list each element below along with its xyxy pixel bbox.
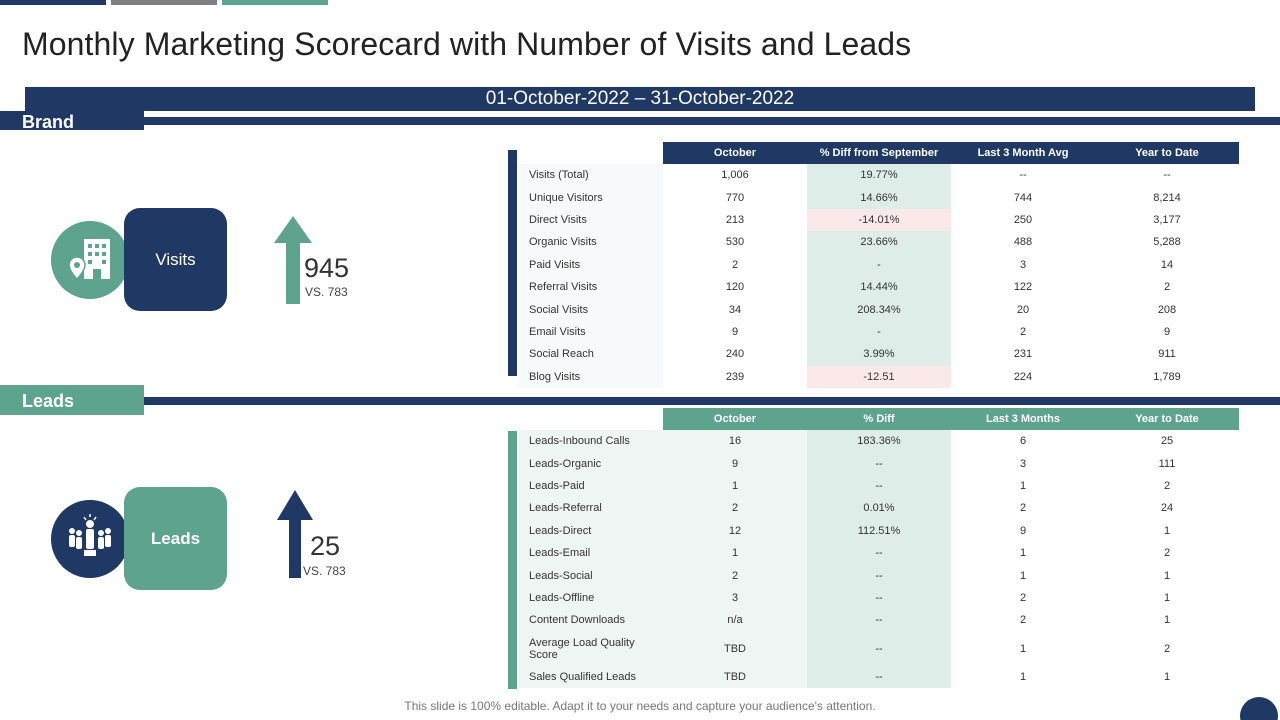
row-label: Leads-Inbound Calls: [519, 430, 663, 452]
table-cell: 224: [1013, 370, 1033, 383]
brand-icon-circle: [51, 221, 129, 299]
row-label: Sales Qualified Leads: [519, 666, 663, 688]
table-cell: 1: [1163, 569, 1171, 582]
table-row: [519, 542, 1239, 564]
brand-section-line: [144, 117, 1280, 125]
row-label: Referral Visits: [519, 276, 663, 298]
leads-icon-circle: [51, 500, 129, 578]
top-accent-bar-teal: [222, 0, 328, 5]
table-cell: 6: [1019, 435, 1027, 448]
table-cell: TBD: [663, 666, 807, 688]
row-label: Paid Visits: [519, 254, 663, 276]
table-cell: 3: [663, 587, 807, 609]
table-cell: 744: [1013, 191, 1033, 204]
table-cell: 122: [1013, 281, 1033, 294]
date-range-banner: 01-October-2022 – 31-October-2022: [25, 87, 1255, 111]
row-label: Leads-Paid: [519, 475, 663, 497]
table-cell: --: [807, 609, 951, 631]
leads-table: [519, 408, 1239, 688]
column-header: Year to Date: [1095, 408, 1239, 430]
table-cell: 14.66%: [807, 186, 951, 208]
table-cell: 1: [1019, 569, 1027, 582]
table-row: [519, 430, 1239, 452]
table-cell: 20: [1016, 303, 1030, 316]
table-cell: n/a: [663, 609, 807, 631]
row-label: Leads-Referral: [519, 497, 663, 519]
table-cell: 208: [1157, 303, 1177, 316]
table-row: [519, 520, 1239, 542]
table-cell: 16: [663, 430, 807, 452]
table-cell: 2: [663, 497, 807, 519]
table-cell: --: [807, 632, 951, 666]
table-row: [519, 475, 1239, 497]
table-cell: 770: [725, 191, 745, 204]
table-cell: 530: [725, 236, 745, 249]
table-cell: 1: [663, 475, 807, 497]
table-cell: 2: [1163, 547, 1171, 560]
table-cell: 2: [731, 258, 739, 271]
table-cell: 1,789: [1153, 370, 1181, 383]
table-cell: 5,288: [1153, 236, 1181, 249]
table-cell: 2: [1163, 479, 1171, 492]
page-title: Monthly Marketing Scorecard with Number of Visits and Leads: [22, 26, 912, 62]
table-cell: 8,214: [1153, 191, 1181, 204]
leads-section-tab: Leads: [0, 385, 144, 415]
row-label: Leads-Direct: [519, 520, 663, 542]
row-label: Direct Visits: [519, 209, 663, 231]
column-header: October: [663, 142, 807, 164]
table-cell: 23.66%: [807, 231, 951, 253]
leads-card-label: Leads: [150, 528, 201, 548]
table-cell: 14: [1160, 258, 1174, 271]
table-header-row: [519, 408, 1239, 430]
table-row: [519, 276, 1239, 298]
footer-note: This slide is 100% editable. Adapt it to your needs and capture your audience's attention.: [404, 699, 876, 713]
table-row: [519, 632, 1239, 666]
table-cell: 2: [1019, 591, 1027, 604]
row-label: Visits (Total): [519, 164, 663, 186]
column-header: [519, 142, 663, 164]
table-cell: 34: [728, 303, 742, 316]
table-cell: 19.77%: [807, 164, 951, 186]
table-cell: 213: [725, 213, 745, 226]
table-cell: 1: [1019, 479, 1027, 492]
table-cell: 9: [731, 325, 739, 338]
row-label: Email Visits: [519, 321, 663, 343]
table-cell: 250: [1013, 213, 1033, 226]
table-cell: --: [807, 587, 951, 609]
table-row: [519, 452, 1239, 474]
leads-kpi-value: 25: [310, 531, 341, 561]
row-label: Leads-Social: [519, 564, 663, 586]
table-cell: 2: [1019, 325, 1027, 338]
table-cell: 239: [725, 370, 745, 383]
row-label: Leads-Offline: [519, 587, 663, 609]
top-accent-bar-navy: [0, 0, 106, 5]
table-cell: 9: [663, 452, 807, 474]
table-cell: --: [807, 564, 951, 586]
table-cell: 911: [1158, 348, 1176, 361]
building-location-icon: [51, 221, 129, 299]
column-header: % Diff from September: [807, 142, 951, 164]
table-cell: 2: [1163, 281, 1171, 294]
table-cell: 231: [1013, 348, 1033, 361]
row-label: Leads-Email: [519, 542, 663, 564]
table-row: [519, 343, 1239, 365]
table-cell: 240: [725, 348, 745, 361]
visits-card-label: Visits: [155, 249, 196, 269]
column-header: October: [663, 408, 807, 430]
column-header: % Diff: [807, 408, 951, 430]
table-cell: 1: [1163, 591, 1171, 604]
table-cell: 1,006: [721, 169, 749, 182]
table-cell: -: [807, 321, 951, 343]
table-cell: 112.51%: [807, 520, 951, 542]
table-cell: 3: [1019, 457, 1027, 470]
table-cell: 120: [725, 281, 745, 294]
table-cell: 1: [1163, 524, 1171, 537]
row-label: Organic Visits: [519, 231, 663, 253]
visits-card: [124, 208, 227, 311]
column-header: Last 3 Months: [951, 408, 1095, 430]
table-cell: 9: [1163, 325, 1171, 338]
top-accent-bar-gray: [111, 0, 217, 5]
table-cell: 2: [663, 564, 807, 586]
table-cell: 183.36%: [807, 430, 951, 452]
table-cell: TBD: [663, 632, 807, 666]
row-label: Blog Visits: [519, 366, 663, 388]
table-row: [519, 587, 1239, 609]
table-row: [519, 186, 1239, 208]
leads-table-side-bar: [508, 431, 517, 689]
table-row: [519, 609, 1239, 631]
table-row: [519, 666, 1239, 688]
table-cell: --: [807, 542, 951, 564]
row-label: Content Downloads: [519, 609, 663, 631]
table-row: [519, 298, 1239, 320]
table-row: [519, 366, 1239, 388]
row-label: Average Load Quality Score: [519, 632, 663, 666]
table-cell: -: [807, 254, 951, 276]
table-cell: -12.51: [807, 366, 951, 388]
leads-kpi-compare: VS. 783: [303, 564, 346, 578]
table-cell: --: [807, 666, 951, 688]
brand-visits-table: [519, 142, 1239, 388]
table-row: [519, 231, 1239, 253]
table-cell: 488: [1013, 236, 1033, 249]
table-cell: 111: [1158, 457, 1176, 470]
row-label: Social Visits: [519, 298, 663, 320]
table-cell: 2: [1019, 502, 1027, 515]
table-cell: 2: [1163, 642, 1171, 655]
table-cell: 24: [1160, 502, 1174, 515]
table-row: [519, 254, 1239, 276]
table-cell: 1: [1019, 547, 1027, 560]
leader-team-icon: [51, 500, 129, 578]
table-row: [519, 321, 1239, 343]
table-cell: 9: [1019, 524, 1027, 537]
table-row: [519, 564, 1239, 586]
leads-section-line: [144, 397, 1280, 405]
visits-kpi-compare: VS. 783: [305, 285, 348, 299]
table-cell: 3,177: [1153, 213, 1181, 226]
brand-table-side-bar: [508, 150, 517, 376]
table-cell: 14.44%: [807, 276, 951, 298]
table-cell: 2: [1019, 614, 1027, 627]
table-cell: --: [1019, 169, 1027, 182]
visits-kpi-value: 945: [304, 253, 350, 283]
table-cell: --: [807, 475, 951, 497]
column-header: Last 3 Month Avg: [951, 142, 1095, 164]
leads-card: [124, 487, 227, 590]
table-cell: -14.01%: [807, 209, 951, 231]
table-cell: 3.99%: [807, 343, 951, 365]
column-header: Year to Date: [1095, 142, 1239, 164]
table-cell: --: [807, 452, 951, 474]
table-cell: --: [1163, 169, 1171, 182]
table-cell: 12: [663, 520, 807, 542]
table-cell: 1: [1163, 670, 1171, 683]
row-label: Leads-Organic: [519, 452, 663, 474]
table-header-row: [519, 142, 1239, 164]
table-row: [519, 209, 1239, 231]
table-cell: 1: [1019, 642, 1027, 655]
brand-section-tab: Brand: [0, 111, 144, 130]
table-cell: 1: [1163, 614, 1171, 627]
table-cell: 1: [1019, 670, 1027, 683]
table-cell: 3: [1019, 258, 1027, 271]
table-row: [519, 497, 1239, 519]
row-label: Social Reach: [519, 343, 663, 365]
table-cell: 25: [1160, 435, 1174, 448]
table-row: [519, 164, 1239, 186]
table-cell: 0.01%: [807, 497, 951, 519]
column-header: [519, 408, 663, 430]
table-cell: 1: [663, 542, 807, 564]
row-label: Unique Visitors: [519, 186, 663, 208]
table-cell: 208.34%: [807, 298, 951, 320]
